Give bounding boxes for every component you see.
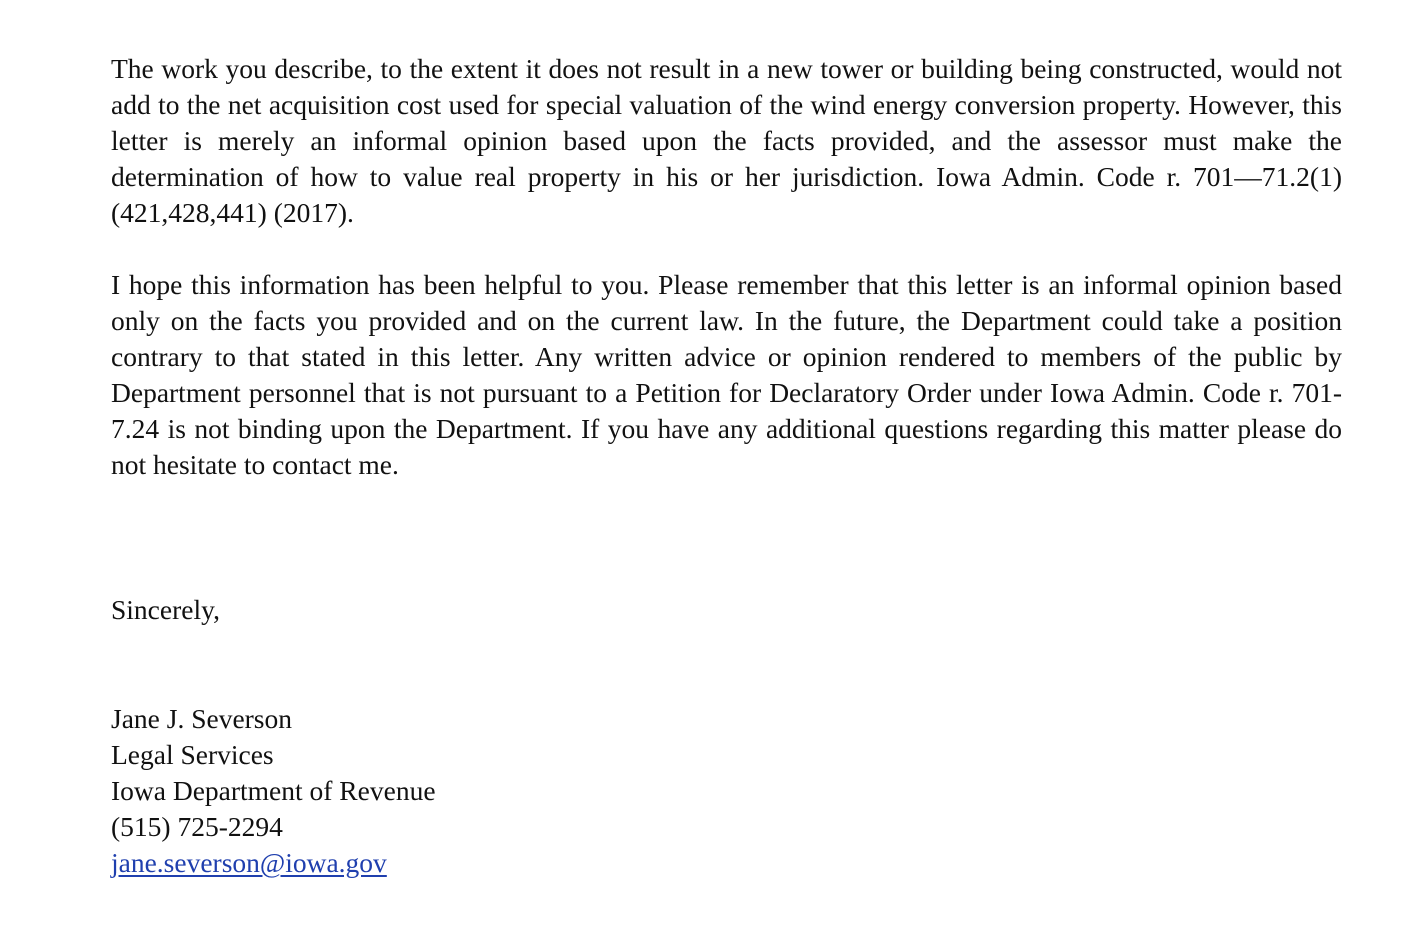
signer-email-link[interactable]: jane.severson@iowa.gov xyxy=(111,847,387,878)
body-paragraph-1: The work you describe, to the extent it does not result in a new tower or building being constructed, would not add to the net acquisition cost used for special valuation of the wind energy conversion property. However, this letter is merely an informal opinion based upon the facts provided, and the assessor must make the determination of how to value real property in his or her jurisdiction. Iowa Admin. Code r. 701—71.2(1) (421,428,441) (2017). xyxy=(111,53,1342,228)
signature-block xyxy=(111,701,436,881)
closing-salutation: Sincerely, xyxy=(111,594,220,625)
signer-phone: (515) 725-2294 xyxy=(111,811,283,842)
signer-organization: Iowa Department of Revenue xyxy=(111,775,436,806)
body-paragraph-2: I hope this information has been helpful to you. Please remember that this letter is an informal opinion based only on the facts you provided and on the current law. In the future, the Department could take a position contrary to that stated in this letter. Any written advice or opinion rendered to members of the public by Department personnel that is not pursuant to a Petition for Declaratory Order under Iowa Admin. Code r. 701-7.24 is not binding upon the Department. If you have any additional questions regarding this matter please do not hesitate to contact me. xyxy=(111,269,1342,480)
signer-name: Jane J. Severson xyxy=(111,703,293,734)
signer-title: Legal Services xyxy=(111,739,274,770)
